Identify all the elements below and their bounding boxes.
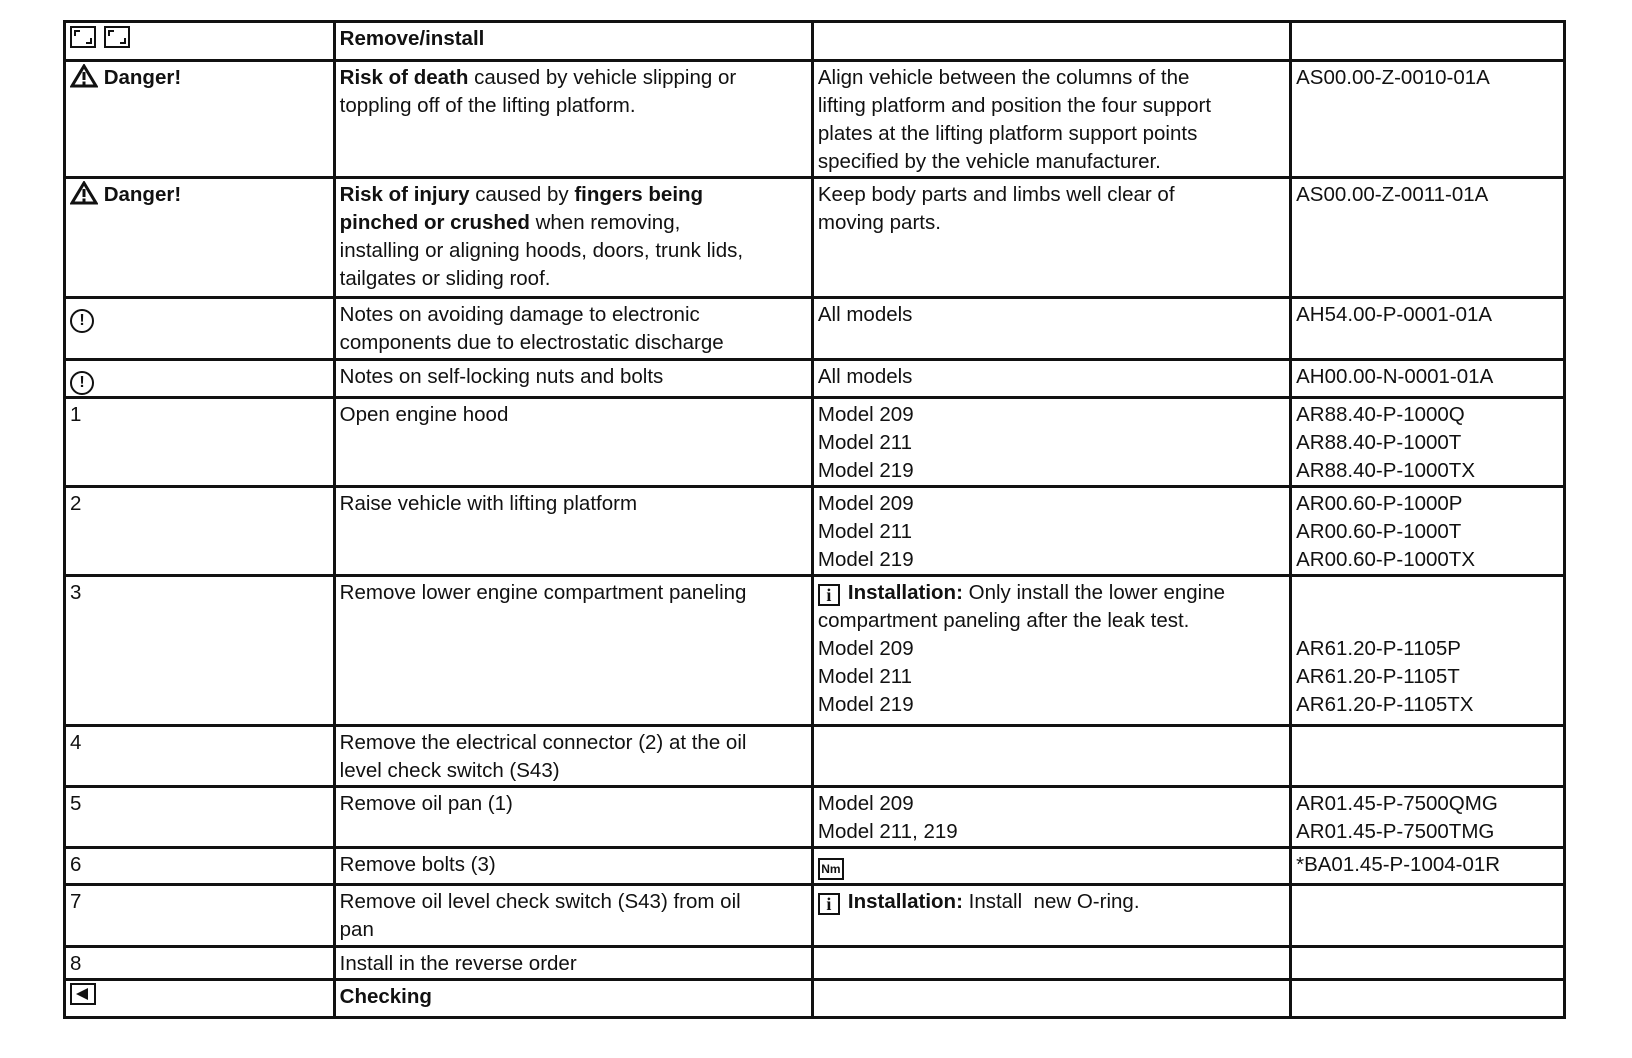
step-docs-cell	[1291, 398, 1565, 487]
footer-title: Checking	[334, 980, 812, 1018]
info-text: compartment paneling after the leak test.	[817, 609, 1190, 632]
measure-text: Keep body parts and limbs well clear of	[817, 183, 1175, 206]
note-text: Notes on avoiding damage to electronic	[339, 303, 700, 326]
header-title: Remove/install	[334, 22, 812, 61]
danger-label: Danger!	[103, 183, 182, 206]
risk-highlight: pinched or crushed	[339, 211, 530, 234]
table-row	[65, 298, 1565, 360]
danger-label: Danger!	[103, 66, 182, 89]
risk-text: toppling off of the lifting platform.	[339, 94, 636, 117]
risk-text: caused by vehicle slipping or	[468, 66, 737, 89]
install-symbol-icon	[104, 26, 130, 48]
table-row	[65, 885, 1565, 947]
measure-text: moving parts.	[817, 211, 941, 234]
step-text: level check switch (S43)	[339, 759, 560, 782]
document-ref[interactable]: AR01.45-P-7500TMG	[1296, 820, 1495, 843]
step-docs-cell	[1291, 576, 1565, 726]
danger-label-cell	[65, 61, 335, 178]
note-text: components due to electrostatic discharge	[339, 331, 724, 354]
document-ref[interactable]: AR61.20-P-1105TX	[1296, 693, 1474, 716]
step-text: Remove lower engine compartment paneling	[334, 576, 812, 726]
risk-text: installing or aligning hoods, doors, trunk lids,	[339, 239, 744, 262]
table-row	[65, 22, 1565, 61]
step-models-cell	[812, 487, 1290, 576]
measure-text: lifting platform and position the four support	[817, 94, 1212, 117]
document-ref[interactable]: AR88.40-P-1000Q	[1296, 403, 1465, 426]
table-row	[65, 787, 1565, 848]
note-icon: !	[70, 309, 94, 333]
table-row	[65, 947, 1565, 980]
model-text: Model 209	[817, 637, 914, 660]
document-ref[interactable]: AR00.60-P-1000T	[1296, 520, 1462, 543]
note-text-cell	[334, 298, 812, 360]
model-text: Model 211	[817, 665, 913, 688]
checking-symbol-icon	[70, 983, 96, 1005]
danger-measure-cell	[812, 178, 1290, 298]
document-ref[interactable]: AH00.00-N-0001-01A	[1291, 360, 1565, 398]
document-ref[interactable]: AR01.45-P-7500QMG	[1296, 792, 1498, 815]
step-number: 1	[65, 398, 335, 487]
step-number: 5	[65, 787, 335, 848]
step-number: 6	[65, 848, 335, 885]
step-models-cell	[812, 787, 1290, 848]
step-text: pan	[339, 918, 374, 941]
table-row	[65, 360, 1565, 398]
table-row	[65, 576, 1565, 726]
document-ref[interactable]: AS00.00-Z-0010-01A	[1291, 61, 1565, 178]
info-label: Installation:	[847, 581, 963, 604]
document-ref[interactable]: AS00.00-Z-0011-01A	[1291, 178, 1565, 298]
model-text: Model 209	[817, 403, 914, 426]
empty-cell	[812, 980, 1290, 1018]
empty-cell	[812, 947, 1290, 980]
risk-text: tailgates or sliding roof.	[339, 267, 551, 290]
torque-cell	[812, 848, 1290, 885]
measure-text: Align vehicle between the columns of the	[817, 66, 1190, 89]
risk-text: caused by	[469, 183, 575, 206]
empty-cell	[812, 726, 1290, 787]
document-ref[interactable]: *BA01.45-P-1004-01R	[1291, 848, 1565, 885]
info-text: Only install the lower engine	[962, 581, 1226, 604]
remove-symbol-icon	[70, 26, 96, 48]
model-text: Model 219	[817, 693, 914, 716]
scope-text: All models	[812, 360, 1290, 398]
table-row	[65, 178, 1565, 298]
danger-label-cell	[65, 178, 335, 298]
step-docs-cell	[1291, 787, 1565, 848]
step-models-cell	[812, 398, 1290, 487]
model-text: Model 211, 219	[817, 820, 958, 843]
document-ref[interactable]: AR61.20-P-1105P	[1296, 637, 1461, 660]
note-text: Notes on self-locking nuts and bolts	[334, 360, 812, 398]
step-number: 4	[65, 726, 335, 787]
measure-text: specified by the vehicle manufacturer.	[817, 150, 1161, 173]
header-icons-cell	[65, 22, 335, 61]
warning-triangle-icon	[70, 181, 98, 205]
info-icon: i	[818, 584, 840, 606]
step-number: 7	[65, 885, 335, 947]
risk-title: Risk of injury	[339, 183, 470, 206]
model-text: Model 219	[817, 548, 914, 571]
step-text: Raise vehicle with lifting platform	[334, 487, 812, 576]
document-ref[interactable]: AR00.60-P-1000P	[1296, 492, 1463, 515]
empty-cell	[1291, 726, 1565, 787]
scope-text: All models	[812, 298, 1290, 360]
note-icon-cell	[65, 298, 335, 360]
procedure-table	[63, 20, 1566, 1019]
model-text: Model 211	[817, 520, 913, 543]
check-icon-cell	[65, 980, 335, 1018]
document-ref[interactable]: AR00.60-P-1000TX	[1296, 548, 1475, 571]
info-label: Installation:	[847, 890, 963, 913]
document-ref[interactable]: AR88.40-P-1000T	[1296, 431, 1462, 454]
info-cell	[812, 885, 1290, 947]
measure-text: plates at the lifting platform support points	[817, 122, 1198, 145]
document-ref[interactable]: AH54.00-P-0001-01A	[1291, 298, 1565, 360]
step-text-cell	[334, 885, 812, 947]
step-number: 8	[65, 947, 335, 980]
document-ref[interactable]: AR61.20-P-1105T	[1296, 665, 1460, 688]
empty-cell	[1291, 980, 1565, 1018]
step-text: Remove the electrical connector (2) at the oil	[339, 731, 747, 754]
table-row	[65, 487, 1565, 576]
danger-risk-cell	[334, 61, 812, 178]
step-number: 3	[65, 576, 335, 726]
danger-risk-cell	[334, 178, 812, 298]
risk-text: when removing,	[529, 211, 681, 234]
model-text: Model 219	[817, 459, 914, 482]
empty-cell	[1291, 22, 1565, 61]
step-text: Open engine hood	[334, 398, 812, 487]
table-row	[65, 980, 1565, 1018]
step-docs-cell	[1291, 487, 1565, 576]
note-icon: !	[70, 371, 94, 395]
table-row	[65, 726, 1565, 787]
danger-measure-cell	[812, 61, 1290, 178]
model-text: Model 209	[817, 792, 914, 815]
empty-cell	[812, 22, 1290, 61]
step-models-cell	[812, 576, 1290, 726]
empty-cell	[1291, 947, 1565, 980]
step-number: 2	[65, 487, 335, 576]
table-row	[65, 848, 1565, 885]
torque-icon: Nm	[818, 858, 844, 880]
step-text: Remove oil level check switch (S43) from oil	[339, 890, 741, 913]
risk-highlight: fingers being	[574, 183, 704, 206]
table-row	[65, 398, 1565, 487]
model-text: Model 209	[817, 492, 914, 515]
risk-title: Risk of death	[339, 66, 469, 89]
empty-cell	[1291, 885, 1565, 947]
step-text: Remove bolts (3)	[334, 848, 812, 885]
info-text: Install new O-ring.	[962, 890, 1140, 913]
model-text: Model 211	[817, 431, 913, 454]
step-text-cell	[334, 726, 812, 787]
info-icon: i	[818, 893, 840, 915]
warning-triangle-icon	[70, 64, 98, 88]
step-text: Remove oil pan (1)	[334, 787, 812, 848]
table-row	[65, 61, 1565, 178]
step-text: Install in the reverse order	[334, 947, 812, 980]
note-icon-cell	[65, 360, 335, 398]
document-ref[interactable]: AR88.40-P-1000TX	[1296, 459, 1475, 482]
